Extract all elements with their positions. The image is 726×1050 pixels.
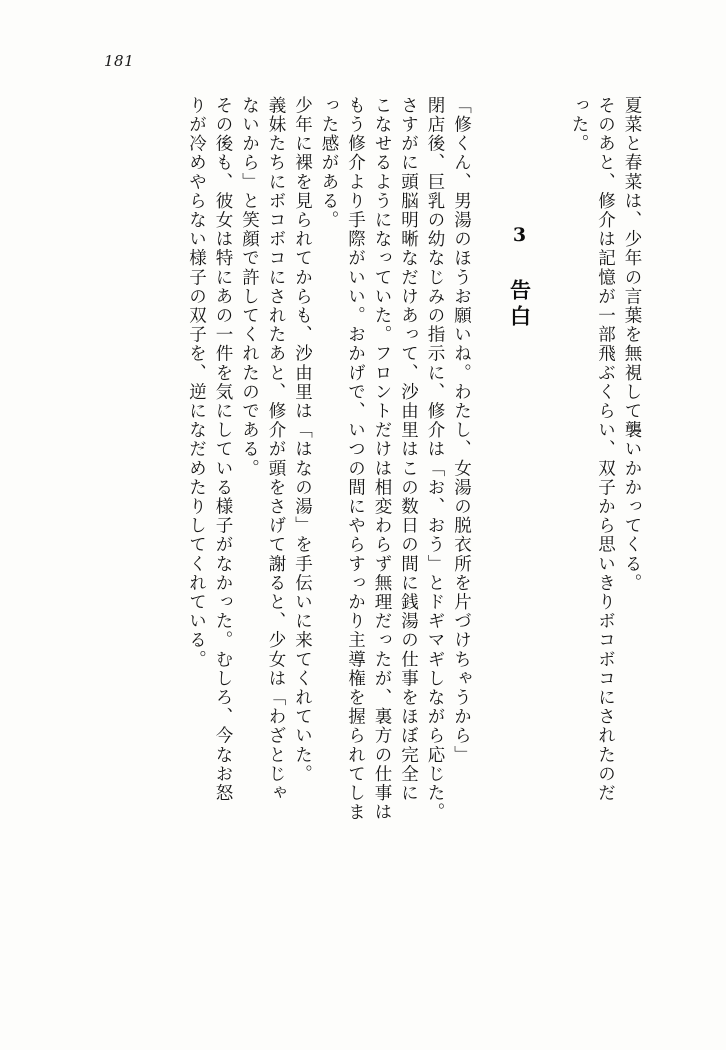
- column-gap: [535, 96, 561, 956]
- text-column: りが冷めやらない様子の双子を、逆になだめたりしてくれている。: [186, 96, 207, 669]
- text-column: った感がある。: [319, 96, 339, 230]
- text-column: その後も、彼女は特にあの一件を気にしている様子がなかった。むしろ、今なお怒: [213, 96, 233, 803]
- text-column: ないから」と笑顔で許してくれたのである。: [239, 96, 260, 478]
- text-column: 「修くん、男湯のほうお願いね。わたし、女湯の脱衣所を片づけちゃうから」: [451, 96, 472, 765]
- text-column: もう修介より手際がいい。おかげで、いつの間にやらすっかり主導権を握られてしま: [345, 96, 366, 822]
- text-column: 少年に裸を見られてからも、沙由里は「はなの湯」を手伝いに来てくれていた。: [292, 96, 313, 784]
- text-column: った。: [569, 96, 589, 154]
- text-column: 義妹たちにボコボコにされたあと、修介が頭をさげて謝ると、少女は「わざとじゃ: [266, 96, 286, 803]
- vertical-text-block: [120, 96, 640, 956]
- chapter-title: 告白: [507, 279, 533, 331]
- text-column: そのあと、修介は記憶が一部飛ぶくらい、双子から思いきりボコボコにされたのだ: [595, 96, 616, 803]
- text-column: 閉店後、巨乳の幼なじみの指示に、修介は「お、おう」とドギマギしながら応じた。: [425, 96, 445, 822]
- column-gap: [470, 96, 496, 956]
- chapter-heading: [505, 96, 535, 331]
- text-column: こなせるようになっていた。フロントだけは相変わらず無理だったが、裏方の仕事は: [372, 96, 392, 822]
- chapter-number: 3: [508, 224, 531, 249]
- page-number: 181: [104, 52, 135, 70]
- text-column: さすがに頭脳明晰なだけあって、沙由里はこの数日の間に銭湯の仕事をほぼ完全に: [398, 96, 419, 803]
- text-column: 夏菜と春菜は、少年の言葉を無視して襲いかかってくる。: [622, 96, 642, 593]
